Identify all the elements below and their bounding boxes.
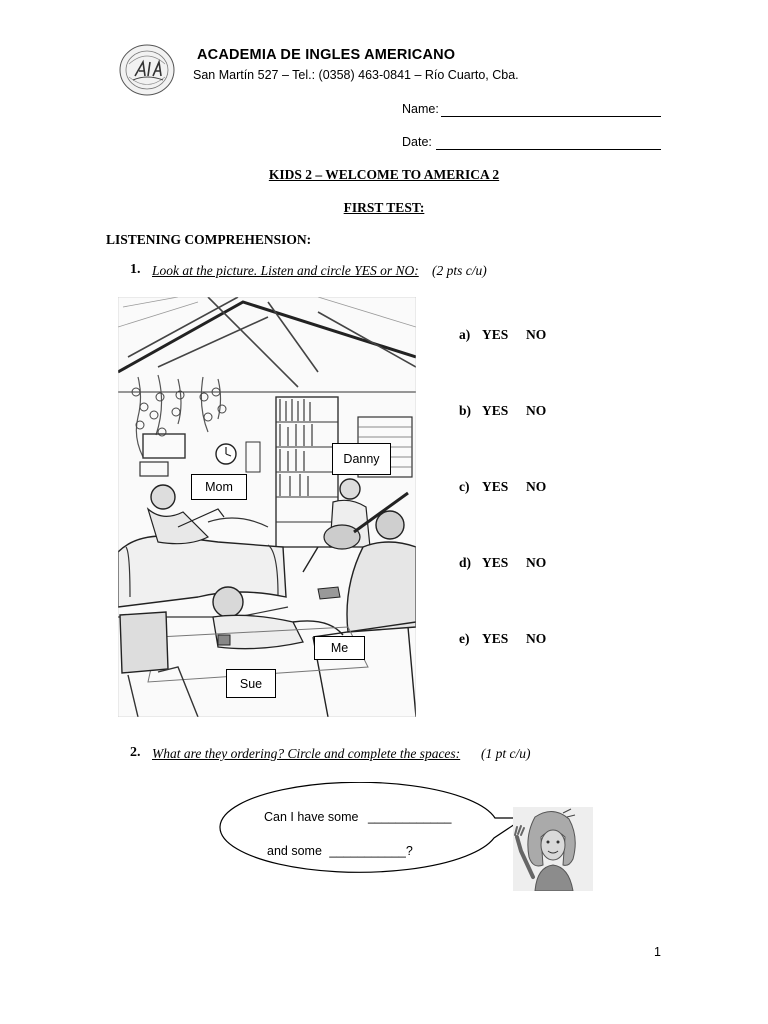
- no-option[interactable]: NO: [526, 631, 547, 646]
- speech-bubble: [212, 782, 526, 880]
- question-2-points: (1 pt c/u): [481, 746, 531, 761]
- question-1-number: 1.: [130, 262, 141, 277]
- name-label: Name:: [402, 102, 439, 116]
- no-option[interactable]: NO: [526, 479, 547, 494]
- label-danny: Danny: [332, 443, 391, 475]
- label-sue: Sue: [226, 669, 276, 698]
- date-label: Date:: [402, 135, 432, 149]
- no-option[interactable]: NO: [526, 403, 547, 418]
- question-1-points: (2 pts c/u): [432, 263, 487, 278]
- living-room-drawing: [118, 297, 416, 717]
- bubble-line-2: [267, 844, 413, 858]
- test-title: KIDS 2 – WELCOME TO AMERICA 2: [268, 167, 500, 182]
- answer-letter: a): [459, 327, 471, 342]
- name-blank-line[interactable]: [441, 116, 661, 117]
- answer-letter: c): [459, 479, 470, 494]
- school-logo-icon: [119, 44, 175, 96]
- bubble-line-1: [264, 810, 451, 824]
- no-option[interactable]: NO: [526, 327, 547, 342]
- bubble-line-1-text: Can I have some: [264, 810, 359, 824]
- yes-option[interactable]: YES: [482, 403, 509, 418]
- yes-option[interactable]: YES: [482, 631, 509, 646]
- school-address: San Martín 527 – Tel.: (0358) 463-0841 – Río Cuarto, Cba.: [193, 68, 519, 82]
- bubble-line-2-text: and some: [267, 844, 322, 858]
- bubble-blank-2[interactable]: ___________: [329, 844, 406, 858]
- girl-waving-picture: [513, 807, 593, 891]
- yes-option[interactable]: YES: [482, 479, 509, 494]
- section-heading: LISTENING COMPREHENSION:: [106, 232, 312, 247]
- answer-letter: e): [459, 631, 470, 646]
- page-number: 1: [654, 945, 661, 959]
- yes-option[interactable]: YES: [482, 555, 509, 570]
- no-option[interactable]: NO: [526, 555, 547, 570]
- test-subtitle: FIRST TEST:: [343, 200, 425, 215]
- living-room-picture: [118, 297, 416, 717]
- bubble-question-mark: ?: [405, 844, 413, 858]
- question-2-text: What are they ordering? Circle and complete the spaces:: [152, 746, 461, 761]
- date-blank-line[interactable]: [436, 149, 661, 150]
- answer-letter: d): [459, 555, 472, 570]
- yes-option[interactable]: YES: [482, 327, 509, 342]
- question-1-text: Look at the picture. Listen and circle YES or NO:: [152, 263, 419, 278]
- school-name: ACADEMIA DE INGLES AMERICANO: [197, 47, 456, 63]
- question-2-number: 2.: [130, 745, 141, 760]
- label-mom: Mom: [191, 474, 247, 500]
- answer-letter: b): [459, 403, 472, 418]
- label-me: Me: [314, 636, 365, 660]
- bubble-blank-1[interactable]: ____________: [367, 810, 452, 824]
